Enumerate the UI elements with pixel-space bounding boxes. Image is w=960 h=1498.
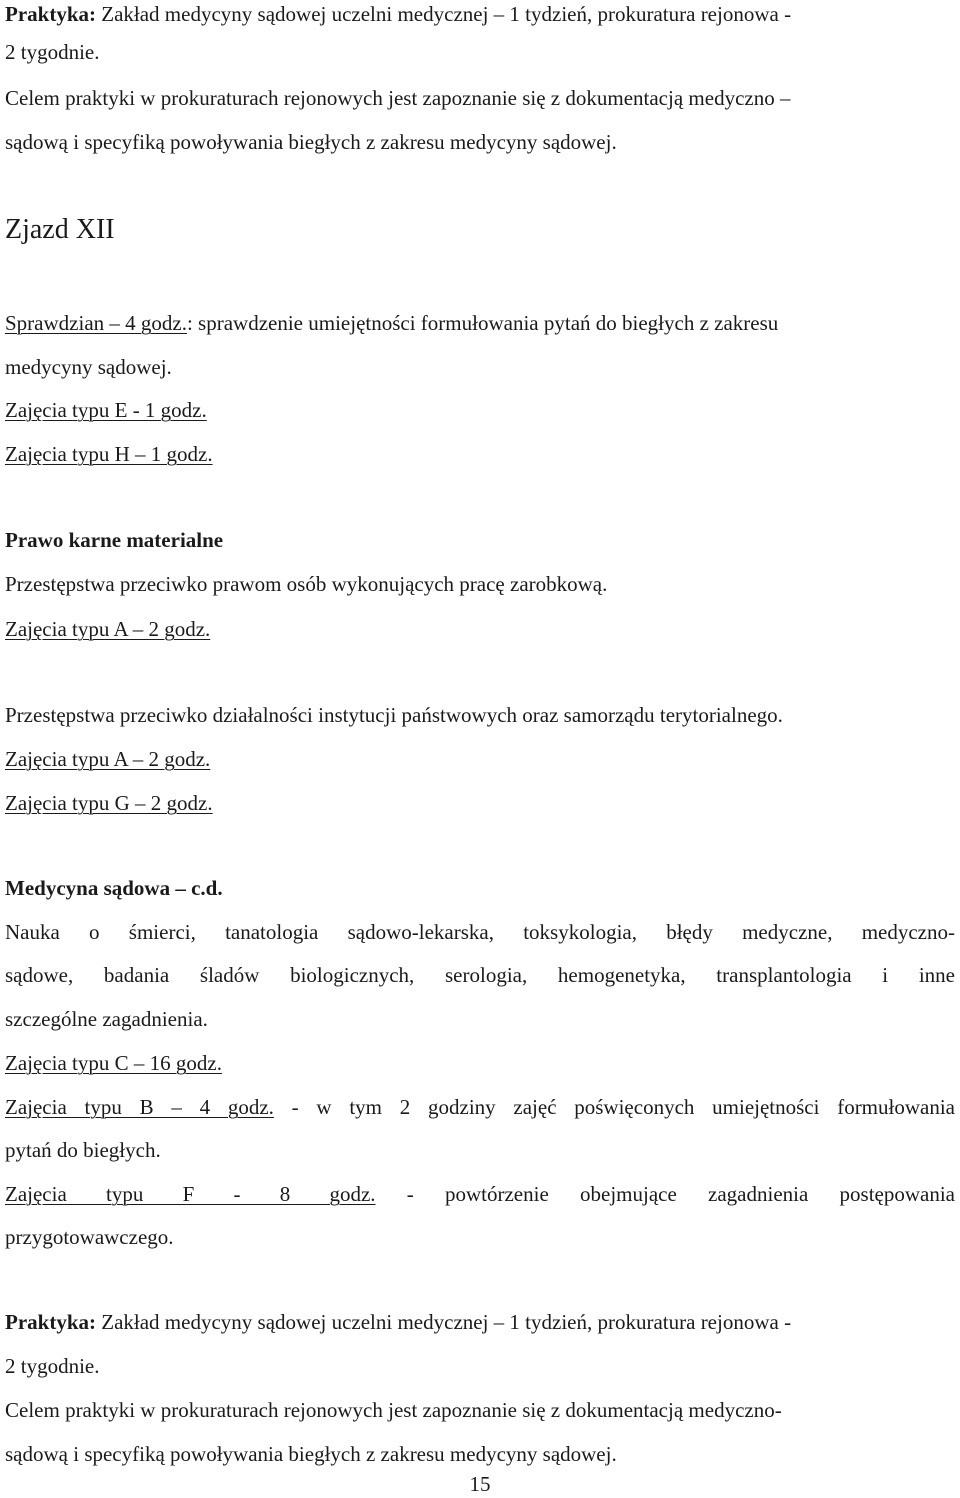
medycyna-paragraph-line-1: Nauka o śmierci, tanatologia sądowo-lekarska, toksykologia, błędy medyczne, medyczno- [5,920,955,944]
praktyka-label: Praktyka: [5,2,96,26]
medycyna-zajecia-b-line-2: pytań do biegłych. [5,1138,161,1162]
praktyka2-label: Praktyka: [5,1310,96,1334]
praktyka2-goal-line-1: Celem praktyki w prokuraturach rejonowych jest zapoznanie się z dokumentacją medyczno- [5,1398,782,1422]
praktyka2-line-2: 2 tygodnie. [5,1354,100,1378]
section-title-prawo: Prawo karne materialne [5,528,224,552]
praktyka-line-2: 2 tygodnie. [5,40,100,64]
praktyka2-text: Zakład medycyny sądowej uczelni medycznej – 1 tydzień, prokuratura rejonowa - [101,1310,792,1334]
medycyna-zajecia-b: Zajęcia typu B – 4 godz. [5,1095,274,1119]
sprawdzian-line-2: medycyny sądowej. [5,355,172,379]
medycyna-zajecia-f-text: - powtórzenie obejmujące zagadnienia postępowania [375,1182,956,1206]
medycyna-zajecia-b-text: - w tym 2 godziny zajęć poświęconych umiejętności formułowania [273,1095,955,1119]
prawo-zajecia-a-2: Zajęcia typu A – 2 godz. [5,747,211,771]
praktyka2-goal-line-2: sądową i specyfiką powoływania biegłych z zakresu medycyny sądowej. [5,1442,617,1466]
prawo-zajecia-a-1: Zajęcia typu A – 2 godz. [5,617,211,641]
praktyka-line-1 [5,0,791,28]
sprawdzian-line [5,309,778,337]
prawo-topic-1: Przestępstwa przeciwko prawom osób wykonujących pracę zarobkową. [5,572,608,596]
medycyna-paragraph-line-2: sądowe, badania śladów biologicznych, serologia, hemogenetyka, transplantologia i inne [5,963,955,987]
zajecia-e: Zajęcia typu E - 1 godz. [5,398,207,422]
medycyna-zajecia-f: Zajęcia typu F - 8 godz. [5,1182,376,1206]
page-number: 15 [469,1472,491,1496]
medycyna-zajecia-f-line-2: przygotowawczego. [5,1225,174,1249]
medycyna-zajecia-b-line [5,1093,955,1121]
praktyka-text: Zakład medycyny sądowej uczelni medycznej – 1 tydzień, prokuratura rejonowa - [101,2,792,26]
zajecia-h: Zajęcia typu H – 1 godz. [5,442,213,466]
praktyka-goal-line-1: Celem praktyki w prokuraturach rejonowych jest zapoznanie się z dokumentacją medyczno – [5,86,791,110]
sprawdzian-label: Sprawdzian – 4 godz. [5,311,187,335]
praktyka-goal-line-2: sądową i specyfiką powoływania biegłych z zakresu medycyny sądowej. [5,130,617,154]
prawo-topic-2: Przestępstwa przeciwko działalności instytucji państwowych oraz samorządu terytorialnego. [5,703,783,727]
medycyna-zajecia-f-line [5,1180,955,1208]
section-title-zjazd: Zjazd XII [5,214,115,245]
medycyna-paragraph-line-3: szczególne zagadnienia. [5,1007,208,1031]
sprawdzian-text: : sprawdzenie umiejętności formułowania pytań do biegłych z zakresu [186,311,779,335]
praktyka2-line-1 [5,1308,791,1336]
medycyna-zajecia-c: Zajęcia typu C – 16 godz. [5,1051,222,1075]
section-title-medycyna: Medycyna sądowa – c.d. [5,876,223,900]
prawo-zajecia-g-2: Zajęcia typu G – 2 godz. [5,791,213,815]
